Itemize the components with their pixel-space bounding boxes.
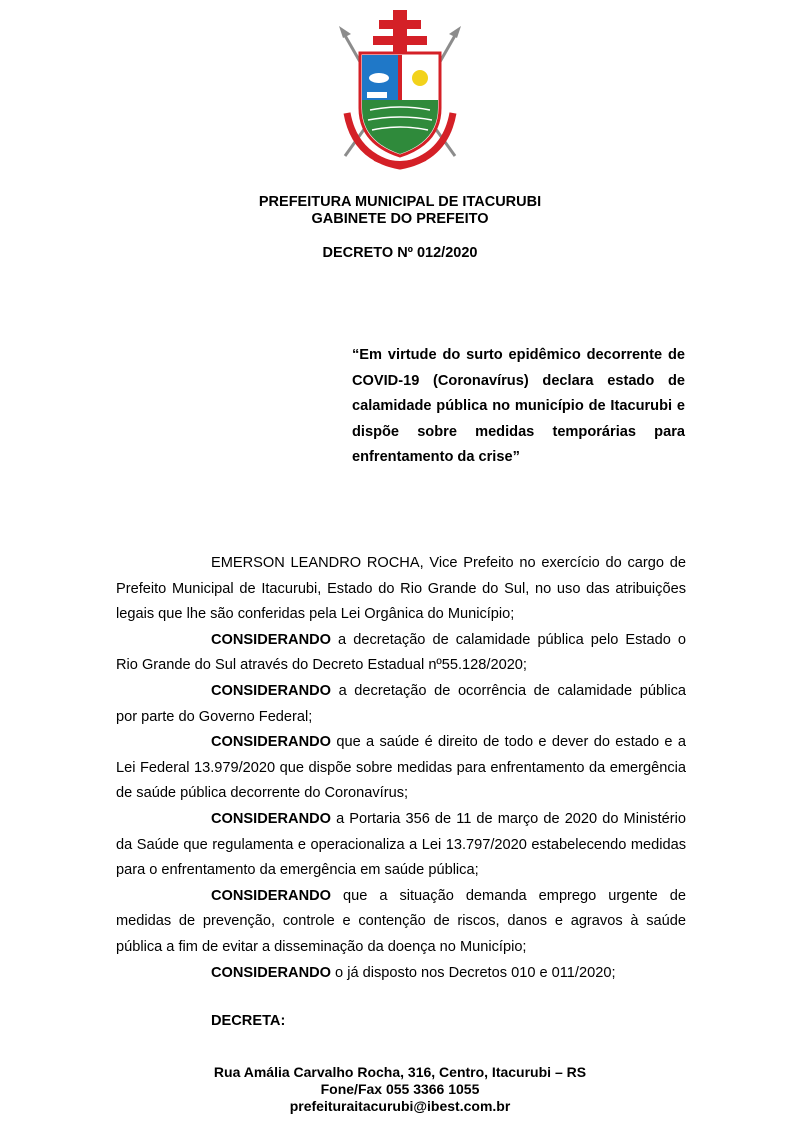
considerando-label: CONSIDERANDO: [211, 810, 331, 827]
footer-email: prefeituraitacurubi@ibest.com.br: [289, 1098, 511, 1114]
considerando-text: que a situação demanda emprego urgente de medidas de prevenção, controle e contenção de riscos, danos e agravos à saúde pública a fim de evitar a disseminação da doença no Município;: [116, 887, 686, 955]
office-title: GABINETE DO PREFEITO: [311, 211, 489, 227]
considerando-paragraph-2: [116, 679, 686, 730]
municipality-title: PREFEITURA MUNICIPAL DE ITACURUBI: [258, 194, 542, 210]
considerando-paragraph-3: [116, 730, 686, 807]
municipal-coat-of-arms-icon: [335, 8, 465, 173]
considerando-text: a decretação de ocorrência de calamidade pública por parte do Governo Federal;: [116, 682, 686, 725]
considerando-label: CONSIDERANDO: [211, 631, 331, 648]
considerando-label: CONSIDERANDO: [211, 682, 331, 699]
considerando-label: CONSIDERANDO: [211, 887, 331, 904]
considerando-text: que a saúde é direito de todo e dever do estado e a Lei Federal 13.979/2020 que dispõe sobre medidas para enfrentamento da emergência de saúde pública decorrente do Coronavírus;: [116, 734, 686, 802]
considerando-text: a decretação de calamidade pública pelo Estado o Rio Grande do Sul através do Decreto Estadual nº55.128/2020;: [116, 631, 686, 674]
footer-address: Rua Amália Carvalho Rocha, 316, Centro, Itacurubi – RS: [213, 1064, 587, 1080]
considerando-text: o já disposto nos Decretos 010 e 011/2020;: [331, 964, 616, 981]
intro-paragraph: EMERSON LEANDRO ROCHA, Vice Prefeito no exercício do cargo de Prefeito Municipal de Itacurubi, Estado do Rio Grande do Sul, no uso das atribuições legais que lhe são conferidas pela Lei Orgânica do Município;: [116, 555, 686, 623]
considerando-paragraph-4: [116, 807, 686, 884]
considerando-paragraph-6: [116, 961, 686, 987]
footer-phone: Fone/Fax 055 3366 1055: [320, 1081, 480, 1097]
decree-body: [116, 551, 686, 986]
considerando-text: a Portaria 356 de 11 de março de 2020 do Ministério da Saúde que regulamenta e operacionaliza a Lei 13.797/2020 estabelecendo medidas para o enfrentamento da emergência em saúde pública;: [116, 810, 686, 879]
decree-summary: “Em virtude do surto epidêmico decorrente de COVID-19 (Coronavírus) declara estado de calamidade pública no município de Itacurubi e dispõe sobre medidas temporárias para enfrentamento da crise”: [352, 347, 685, 466]
considerando-paragraph-5: [116, 884, 686, 961]
decree-number: DECRETO Nº 012/2020: [322, 245, 478, 261]
considerando-label: CONSIDERANDO: [211, 964, 331, 981]
considerando-paragraph-1: [116, 628, 686, 679]
decreta-heading: DECRETA:: [211, 1013, 286, 1029]
considerando-label: CONSIDERANDO: [211, 734, 331, 751]
